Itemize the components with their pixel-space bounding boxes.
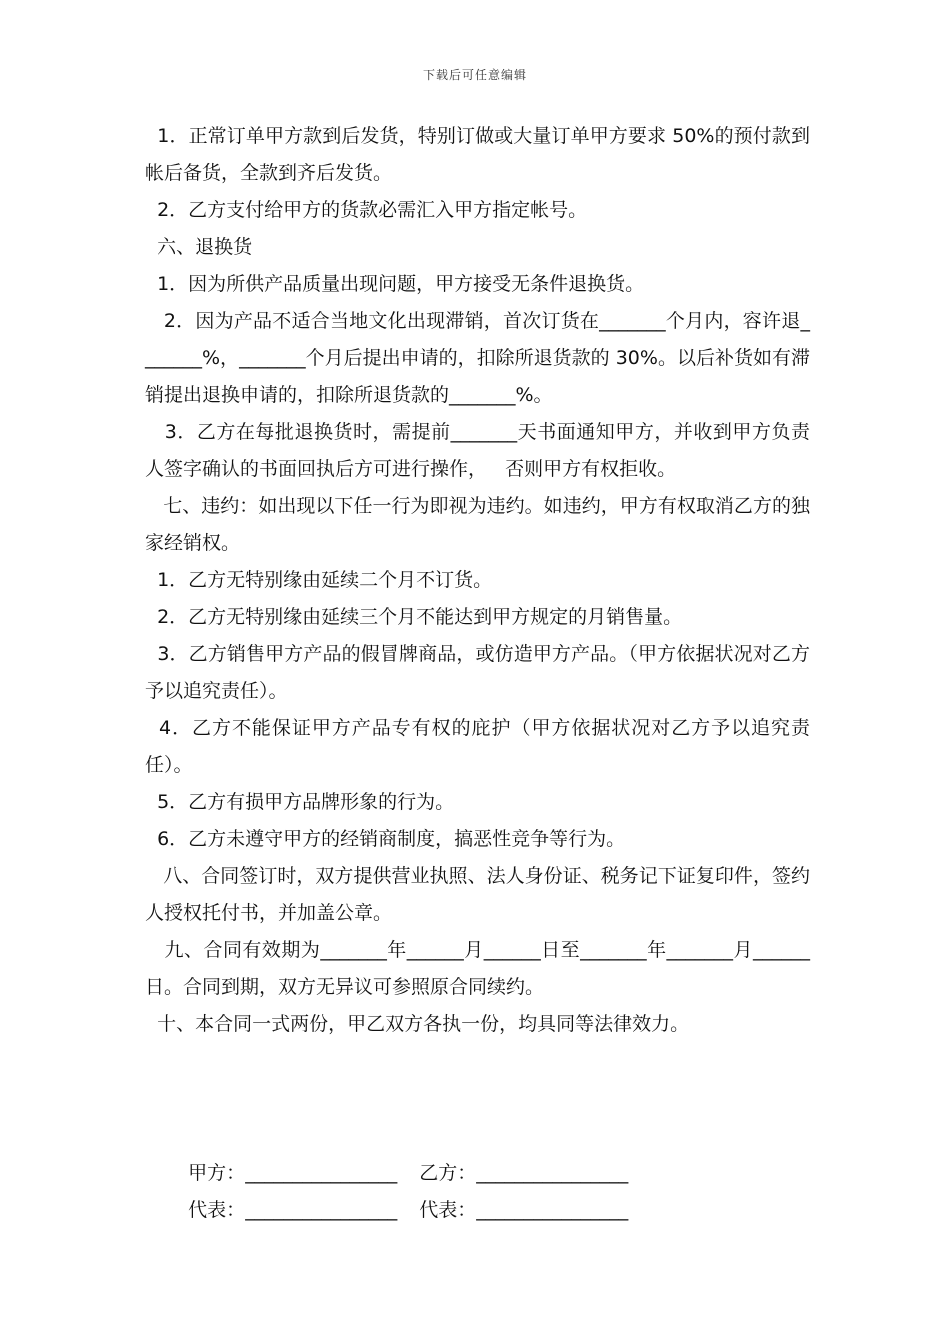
paragraph-breach-5: 5．乙方有损甲方品牌形象的行为。: [145, 791, 455, 813]
page-header: 下载后可任意编辑: [422, 68, 527, 82]
party-b-label: 乙方：: [419, 1162, 477, 1184]
paragraph-returns-2: 2．因为产品不适合当地文化出现滞销，首次订货在_______个月内，容许退_______%，_______个月后提出申请的，扣除所退货款的 30%。以后补货如有滞销提出退换申请的，扣除所退货款的_______%。: [145, 310, 810, 406]
paragraph-payment-1: 1．正常订单甲方款到后发货，特别订做或大量订单甲方要求 50%的预付款到帐后备货，全款到齐后发货。: [145, 125, 810, 184]
party-a-blank: ________________: [245, 1162, 398, 1184]
section-validity: 九、合同有效期为_______年______月______日至_______年_______月______日。合同到期，双方无异议可参照原合同续约。: [145, 939, 810, 998]
rep-b-blank: ________________: [476, 1199, 629, 1221]
contract-body: [145, 118, 810, 1043]
paragraph-returns-3: 3．乙方在每批退换货时，需提前_______天书面通知甲方，并收到甲方负责人签字确认的书面回执后方可进行操作， 否则甲方有权拒收。: [145, 421, 811, 480]
section-copies: 十、本合同一式两份，甲乙双方各执一份，均具同等法律效力。: [145, 1013, 690, 1035]
section-signing: 八、合同签订时，双方提供营业执照、法人身份证、税务记下证复印件，签约人授权托付书，并加盖公章。: [145, 865, 810, 924]
party-b-blank: ________________: [476, 1162, 629, 1184]
paragraph-breach-4: 4．乙方不能保证甲方产品专有权的庇护（甲方依据状况对乙方予以追究责任）。: [145, 717, 810, 776]
rep-b-label: 代表：: [419, 1199, 477, 1221]
signature-row-representative: [164, 1155, 628, 1266]
section-heading-returns: 六、退换货: [145, 236, 253, 258]
paragraph-breach-3: 3．乙方销售甲方产品的假冒牌商品，或仿造甲方产品。（甲方依据状况对乙方予以追究责任）。: [145, 643, 810, 702]
paragraph-returns-1: 1．因为所供产品质量出现问题，甲方接受无条件退换货。: [145, 273, 645, 295]
paragraph-breach-2: 2．乙方无特别缘由延续三个月不能达到甲方规定的月销售量。: [145, 606, 683, 628]
section-heading-breach: 七、违约：如出现以下任一行为即视为违约。如违约，甲方有权取消乙方的独家经销权。: [145, 495, 810, 554]
rep-a-blank: ________________: [245, 1199, 398, 1221]
paragraph-breach-1: 1．乙方无特别缘由延续二个月不订货。: [145, 569, 493, 591]
paragraph-payment-2: 2．乙方支付给甲方的货款必需汇入甲方指定帐号。: [145, 199, 588, 221]
paragraph-breach-6: 6．乙方未遵守甲方的经销商制度，搞恶性竞争等行为。: [145, 828, 626, 850]
rep-a-label: 代表：: [188, 1199, 246, 1221]
party-a-label: 甲方：: [188, 1162, 246, 1184]
